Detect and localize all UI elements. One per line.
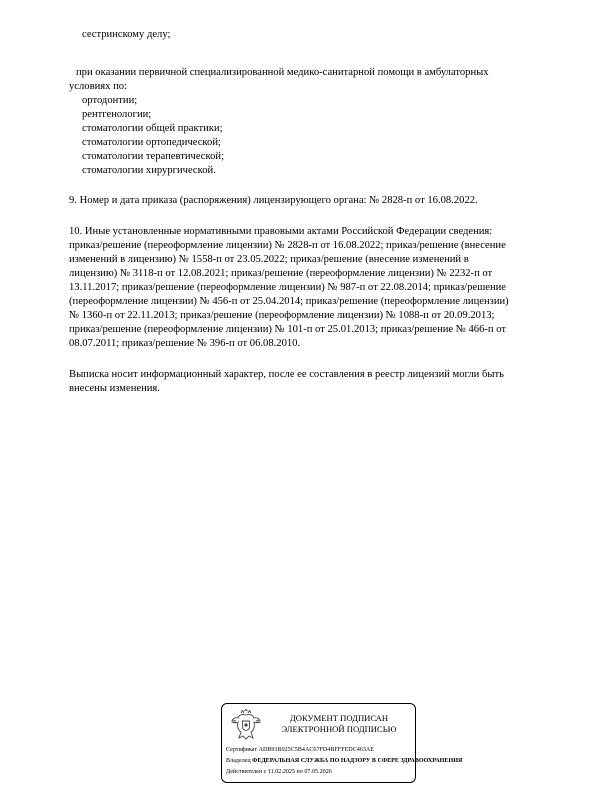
text-line: № 1360-п от 22.11.2013; приказ/решение (переоформление лицензии) № 1088-п от 20.09.2013; xyxy=(69,310,495,321)
list-item: стоматологии терапевтической; xyxy=(82,151,225,162)
certificate-line xyxy=(226,746,374,754)
text-line: (переоформление лицензии) № 456-п от 25.04.2014; приказ/решение (переоформление лицензии) xyxy=(69,296,509,307)
certificate-label: Сертификат xyxy=(226,747,258,753)
certificate-value: ADB91B925C5B4AC67FD4BFFFEDC463AE xyxy=(258,747,375,753)
text-line: сестринскому делу; xyxy=(82,29,171,40)
electronic-signature-stamp xyxy=(221,703,463,783)
stamp-title: ДОКУМЕНТ ПОДПИСАН xyxy=(289,713,389,723)
text-line: приказ/решение (переоформление лицензии) № 2828-п от 16.08.2022; приказ/решение (внесение xyxy=(69,240,506,251)
order-number-paragraph: 9. Номер и дата приказа (распоряжения) лицензирующего органа: № 2828-п от 16.08.2022. xyxy=(69,195,478,206)
text-line: изменений в лицензию) № 1558-п от 23.05.2022; приказ/решение (внесение изменений в xyxy=(69,254,469,265)
text-line: лицензию) № 3118-п от 12.08.2021; приказ/решение (переоформление лицензии) № 2232-п от xyxy=(69,268,493,279)
owner-label: Владелец xyxy=(226,758,251,764)
disclaimer-line: Выписка носит информационный характер, после ее составления в реестр лицензий могли быть xyxy=(69,369,504,380)
validity-line: Действителен с 11.02.2025 по 07.05.2026 xyxy=(226,769,332,775)
text-line: при оказании первичной специализированной медико-санитарной помощи в амбулаторных xyxy=(76,67,489,78)
disclaimer-line: внесены изменения. xyxy=(69,383,160,394)
list-item: стоматологии общей практики; xyxy=(82,123,223,134)
text-line: условиях по: xyxy=(69,81,127,92)
owner-line xyxy=(226,757,462,765)
owner-value: ФЕДЕРАЛЬНАЯ СЛУЖБА ПО НАДЗОРУ В СФЕРЕ ЗДРАВООХРАНЕНИЯ xyxy=(252,758,463,764)
other-info-heading: 10. Иные установленные нормативными правовыми актами Российской Федерации сведения: xyxy=(69,226,493,237)
russian-coat-of-arms-icon xyxy=(229,709,263,743)
stamp-subtitle: ЭЛЕКТРОННОЙ ПОДПИСЬЮ xyxy=(281,724,397,734)
text-line: 08.07.2011; приказ/решение № 396-п от 06.08.2010. xyxy=(69,338,301,349)
list-item: стоматологии хирургической. xyxy=(82,165,216,176)
text-line: приказ/решение (переоформление лицензии) № 101-п от 25.01.2013; приказ/решение № 466-п от xyxy=(69,324,507,335)
list-item: рентгенологии; xyxy=(82,109,152,120)
text-line: 13.11.2017; приказ/решение (переоформление лицензии) № 987-п от 22.08.2014; приказ/решение xyxy=(69,282,506,293)
list-item: ортодонтии; xyxy=(82,95,138,106)
list-item: стоматологии ортопедической; xyxy=(82,137,221,148)
